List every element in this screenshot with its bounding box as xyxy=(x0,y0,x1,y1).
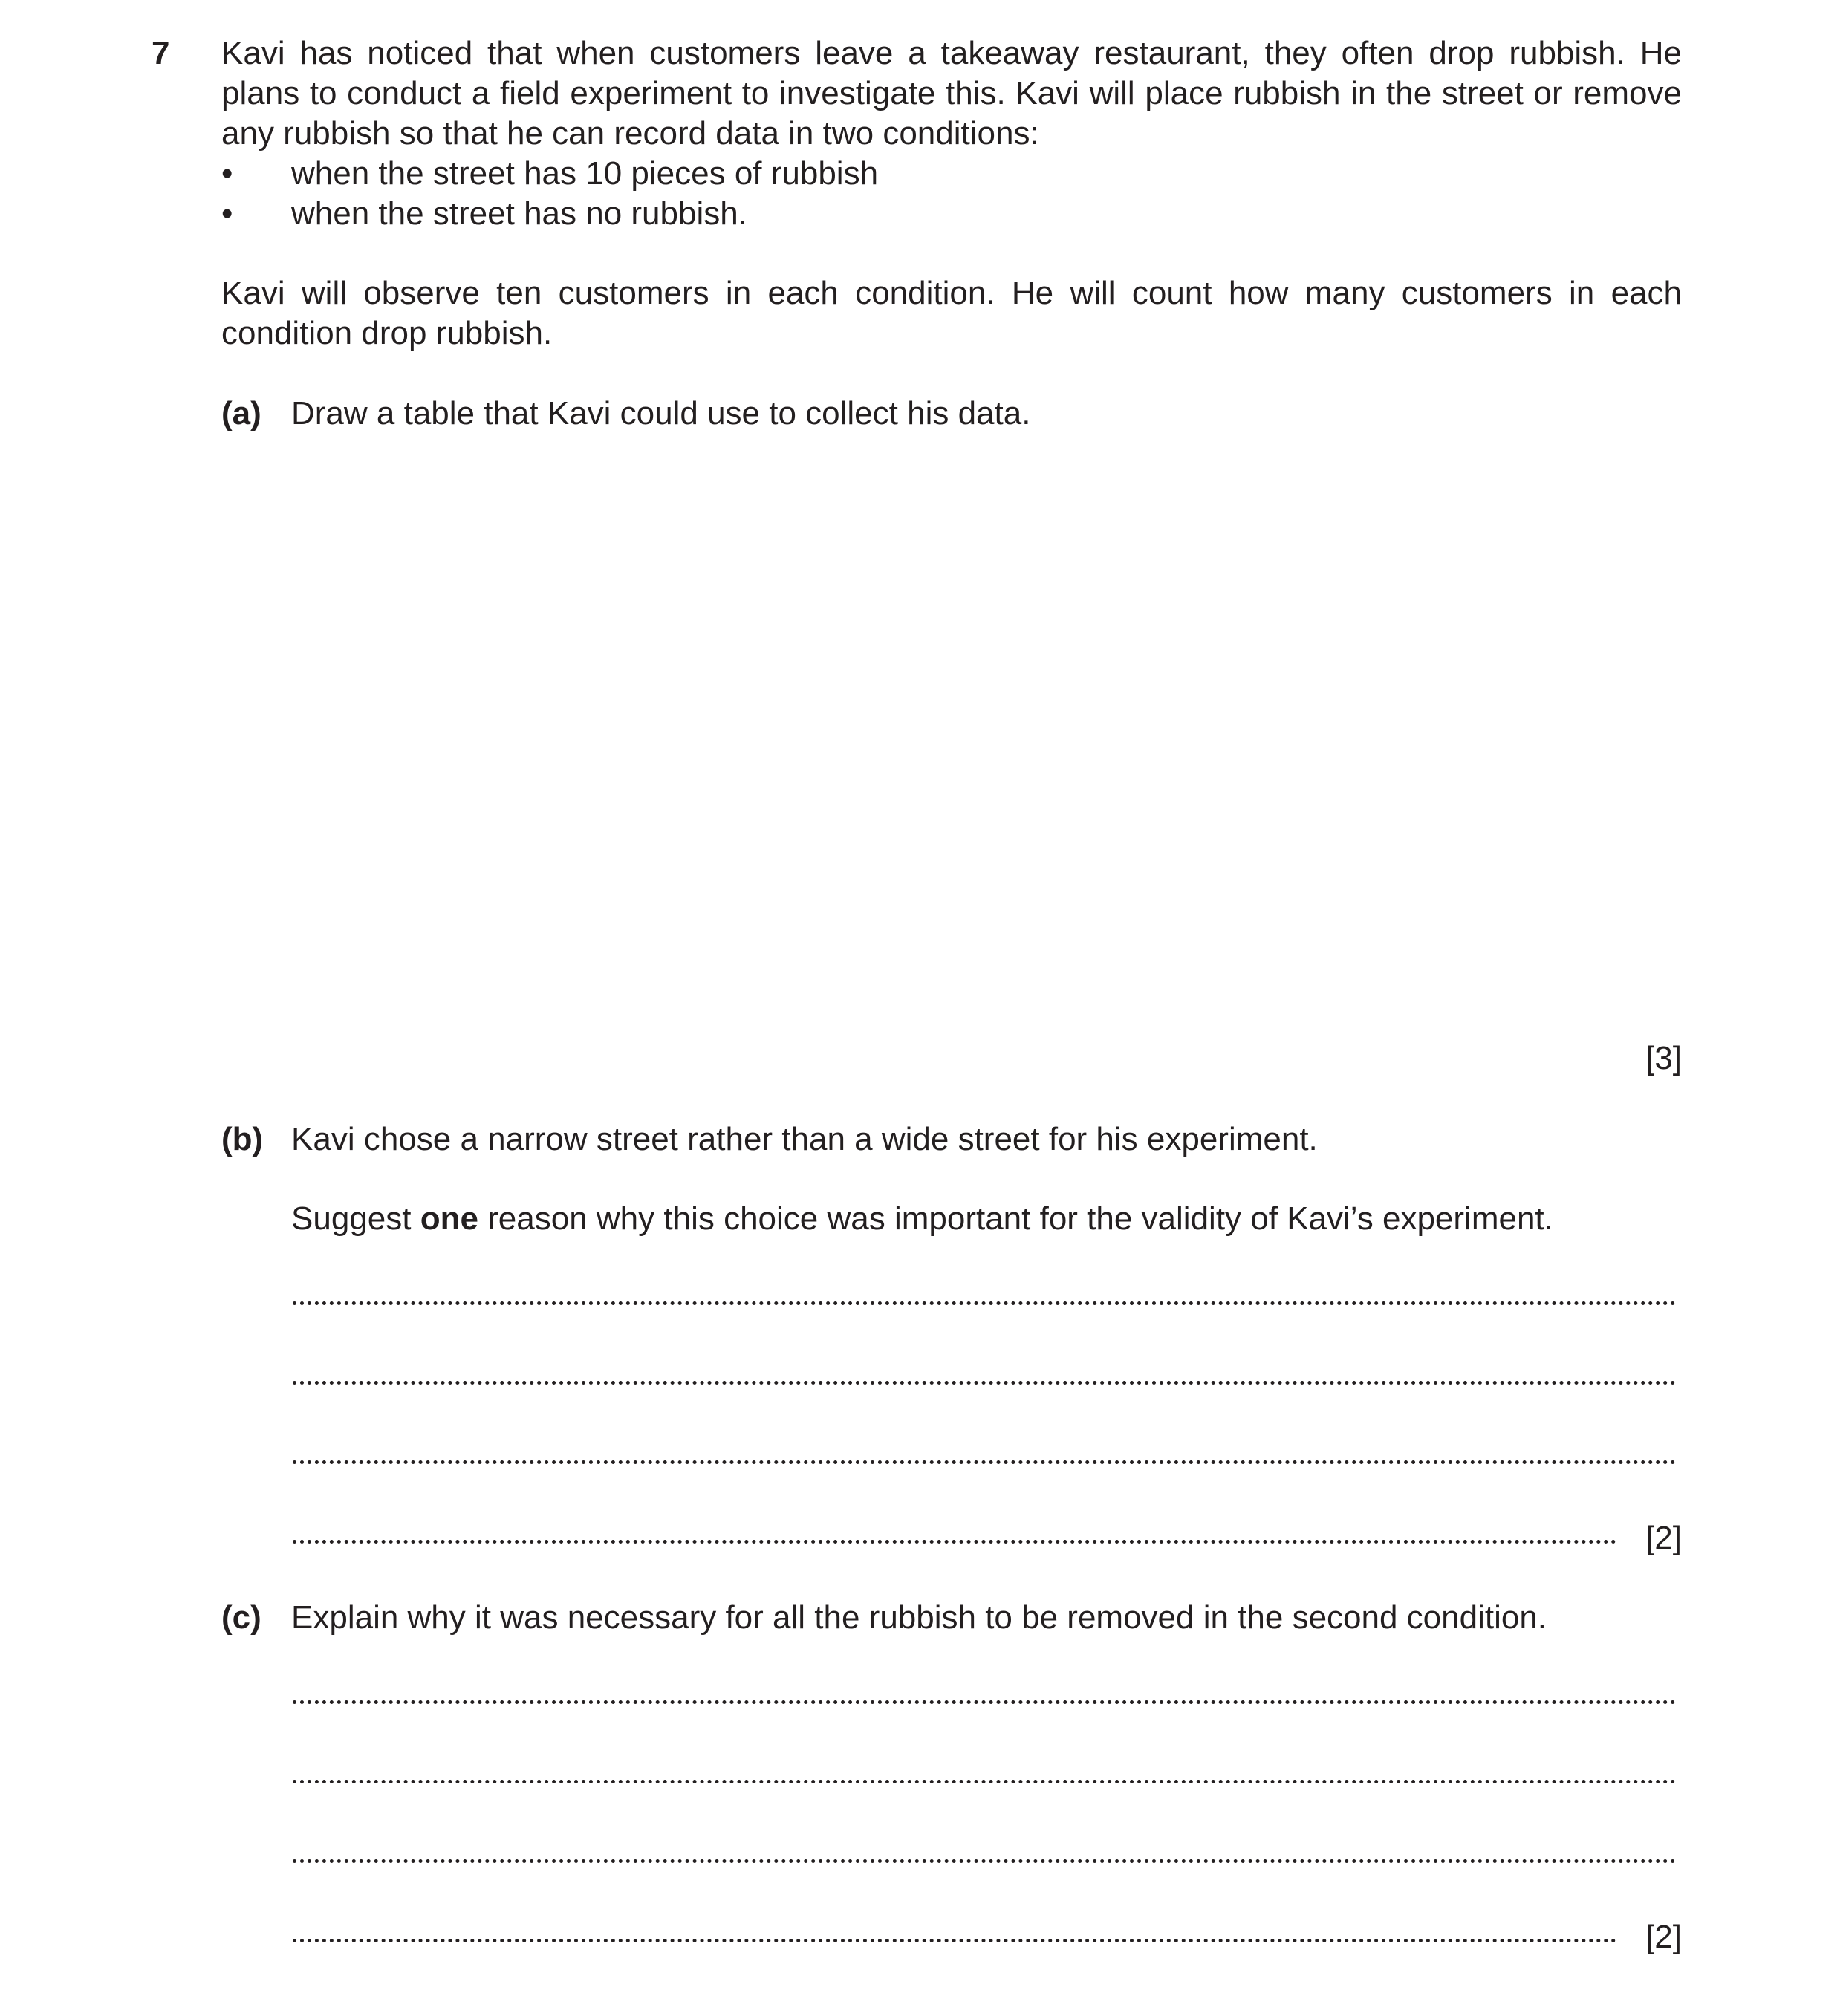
part-b-label: (b) xyxy=(221,1121,264,1157)
part-c-marks: [2] xyxy=(1645,1919,1682,1955)
answer-line[interactable] xyxy=(293,1939,1616,1942)
observation-text: Kavi will observe ten customers in each condition. He will count how many customers in each condition drop rubbish. xyxy=(221,275,1682,351)
condition-list xyxy=(221,154,1682,234)
list-item xyxy=(221,194,1682,234)
question-number: 7 xyxy=(152,35,170,71)
part-a-label: (a) xyxy=(221,395,261,432)
answer-line[interactable] xyxy=(293,1780,1676,1783)
condition-text: when the street has no rubbish. xyxy=(291,195,747,232)
part-c-label: (c) xyxy=(221,1599,261,1636)
answer-line[interactable] xyxy=(293,1301,1676,1305)
answer-line[interactable] xyxy=(293,1540,1616,1544)
part-a-marks: [3] xyxy=(1645,1040,1682,1076)
list-item xyxy=(221,154,1682,194)
question-intro: Kavi has noticed that when customers leave a takeaway restaurant, they often drop rubbish. He plans to conduct a field experiment to investigate this. Kavi will place rubbish in the street or remove any rubbish so that he can record data in two conditions: xyxy=(221,35,1682,152)
bullet-icon: • xyxy=(221,155,233,192)
answer-line[interactable] xyxy=(293,1859,1676,1863)
part-b-text: Kavi chose a narrow street rather than a wide street for his experiment. xyxy=(291,1121,1318,1157)
part-c-text: Explain why it was necessary for all the rubbish to be removed in the second condition. xyxy=(291,1599,1547,1636)
part-b-marks: [2] xyxy=(1645,1520,1682,1556)
emphasis-word: one xyxy=(420,1200,478,1237)
answer-line[interactable] xyxy=(293,1700,1676,1704)
answer-line[interactable] xyxy=(293,1460,1676,1464)
part-b-prompt: Suggest one reason why this choice was important for the validity of Kavi’s experiment. xyxy=(291,1200,1553,1237)
answer-space-a[interactable] xyxy=(291,446,1682,1033)
condition-text: when the street has 10 pieces of rubbish xyxy=(291,155,879,192)
answer-line[interactable] xyxy=(293,1381,1676,1385)
part-a-text: Draw a table that Kavi could use to collect his data. xyxy=(291,395,1031,432)
bullet-icon: • xyxy=(221,195,233,232)
